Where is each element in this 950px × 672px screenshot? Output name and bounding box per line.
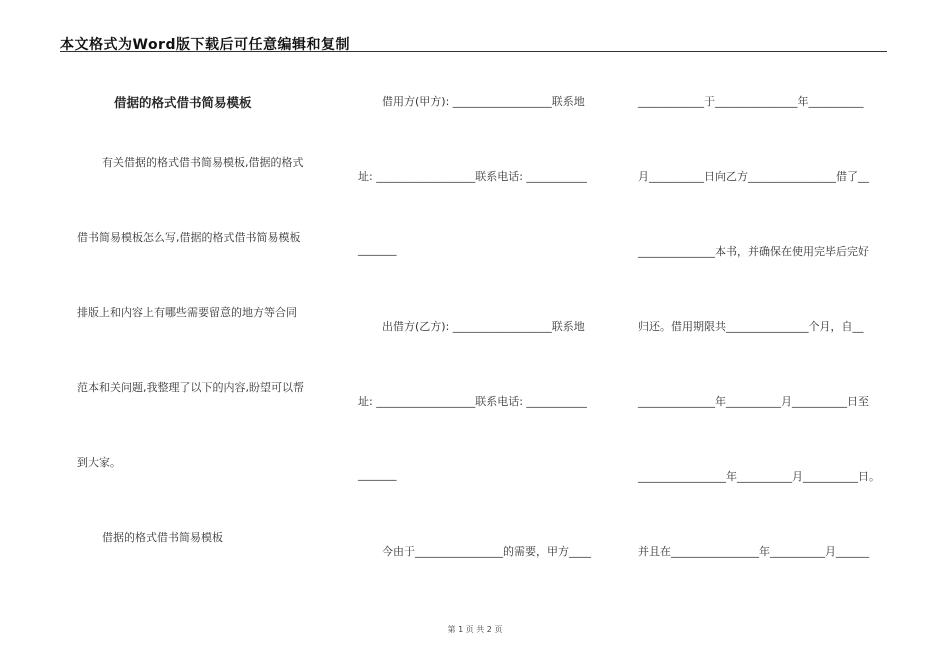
page-number: 第 1 页 共 2 页 [447, 625, 503, 634]
text-line: ________________年__________月__________日。 [638, 470, 880, 483]
text-line: 排版上和内容上有哪些需要留意的地方等合同 [77, 306, 297, 319]
text-line: 范本和关问题,我整理了以下的内容,盼望可以帮 [77, 381, 304, 394]
text-line: ____________于_______________年__________ [638, 95, 864, 108]
header-divider [60, 51, 887, 52]
text-line: 并且在________________年__________月______ [638, 545, 869, 558]
text-line: 址: __________________联系电话: ___________ [358, 395, 587, 408]
text-line: 借书简易模板怎么写,借据的格式借书简易模板 [77, 231, 301, 244]
document-title: 借据的格式借书简易模板 [114, 95, 252, 110]
text-line: 有关借据的格式借书简易模板,借据的格式 [102, 156, 304, 169]
text-line: _______ [358, 243, 397, 256]
text-line: ______________本书，并确保在使用完毕后完好 [638, 245, 869, 258]
text-line: ______________年__________月__________日至 [638, 395, 869, 408]
text-line: 出借方(乙方): __________________联系地 [382, 320, 585, 333]
text-line: 月__________日向乙方________________借了__ [638, 170, 869, 183]
text-line: 借据的格式借书简易模板 [102, 531, 223, 544]
text-line: 到大家。 [77, 456, 121, 469]
text-line: 址: __________________联系电话: ___________ [358, 170, 587, 183]
text-line: 借用方(甲方): __________________联系地 [382, 95, 585, 108]
header-title: 本文格式为Word版下载后可任意编辑和复制 [60, 37, 350, 53]
text-line: 今由于________________的需要，甲方____ [382, 545, 591, 558]
text-line: 归还。借用期限共_______________个月，自__ [638, 320, 864, 333]
text-line: _______ [358, 468, 397, 481]
